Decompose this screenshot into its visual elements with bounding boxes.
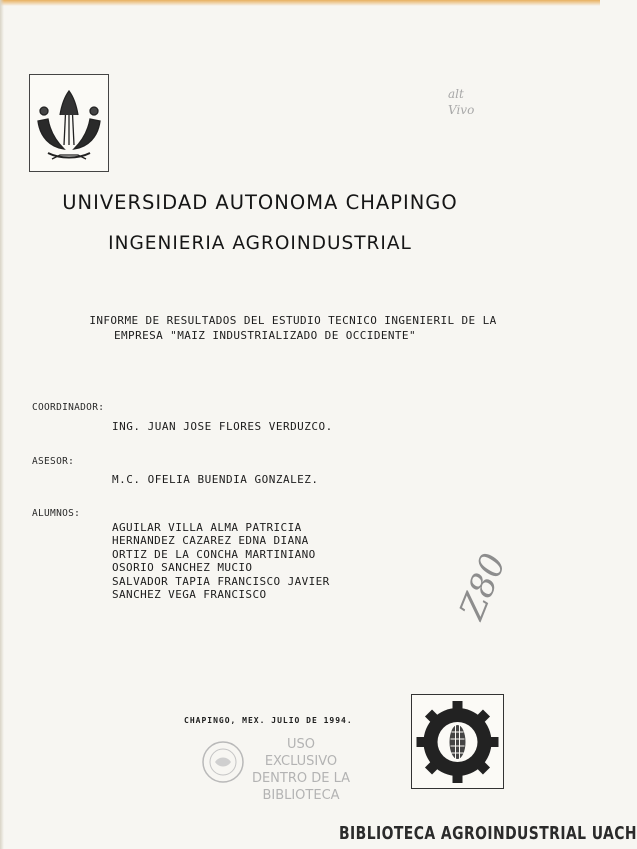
students-list: [112, 521, 330, 601]
university-title: UNIVERSIDAD AUTONOMA CHAPINGO: [62, 191, 458, 214]
coordinator-label: COORDINADOR:: [32, 402, 105, 413]
page-edge-shadow: [0, 0, 600, 6]
student-name: HERNANDEZ CAZAREZ EDNA DIANA: [112, 534, 309, 548]
student-name: AGUILAR VILLA ALMA PATRICIA: [112, 521, 302, 534]
library-name-stamp: BIBLIOTECA AGROINDUSTRIAL UACH: [339, 823, 637, 844]
library-use-stamp: [199, 734, 351, 803]
handwritten-note-line-1: alt: [448, 87, 464, 101]
program-title: INGENIERIA AGROINDUSTRIAL: [108, 233, 412, 254]
report-subject-line-2: EMPRESA "MAIZ INDUSTRIALIZADO DE OCCIDENTE": [114, 329, 416, 342]
page-left-shadow: [0, 0, 4, 849]
handwritten-note-line-2: Vivo: [448, 103, 475, 117]
agroindustrial-gear-logo: [411, 694, 504, 789]
seal-icon: [201, 740, 245, 784]
stamp-line-2: DENTRO DE LA: [251, 771, 351, 786]
coordinator-name: ING. JUAN JOSE FLORES VERDUZCO.: [112, 420, 333, 433]
stamp-line-3: BIBLIOTECA: [262, 788, 340, 803]
place-and-date: CHAPINGO, MEX. JULIO DE 1994.: [184, 716, 353, 725]
stamp-line-1: USO EXCLUSIVO: [264, 737, 338, 769]
report-subject-line-1: INFORME DE RESULTADOS DEL ESTUDIO TECNICO INGENIERIL DE LA: [89, 314, 497, 327]
student-name: SALVADOR TAPIA FRANCISCO JAVIER: [112, 574, 330, 588]
student-name: OSORIO SANCHEZ MUCIO: [112, 561, 253, 575]
student-name: ORTIZ DE LA CONCHA MARTINIANO: [112, 547, 316, 561]
advisor-label: ASESOR:: [32, 456, 75, 467]
advisor-name: M.C. OFELIA BUENDIA GONZALEZ.: [112, 473, 319, 486]
student-name: SANCHEZ VEGA FRANCISCO: [112, 588, 267, 602]
uach-logo: [29, 74, 109, 172]
students-label: ALUMNOS:: [32, 508, 81, 519]
handwritten-note-top: [448, 86, 518, 118]
stamp-text: [251, 736, 351, 804]
handwritten-catalog-number: Z80: [452, 547, 515, 625]
